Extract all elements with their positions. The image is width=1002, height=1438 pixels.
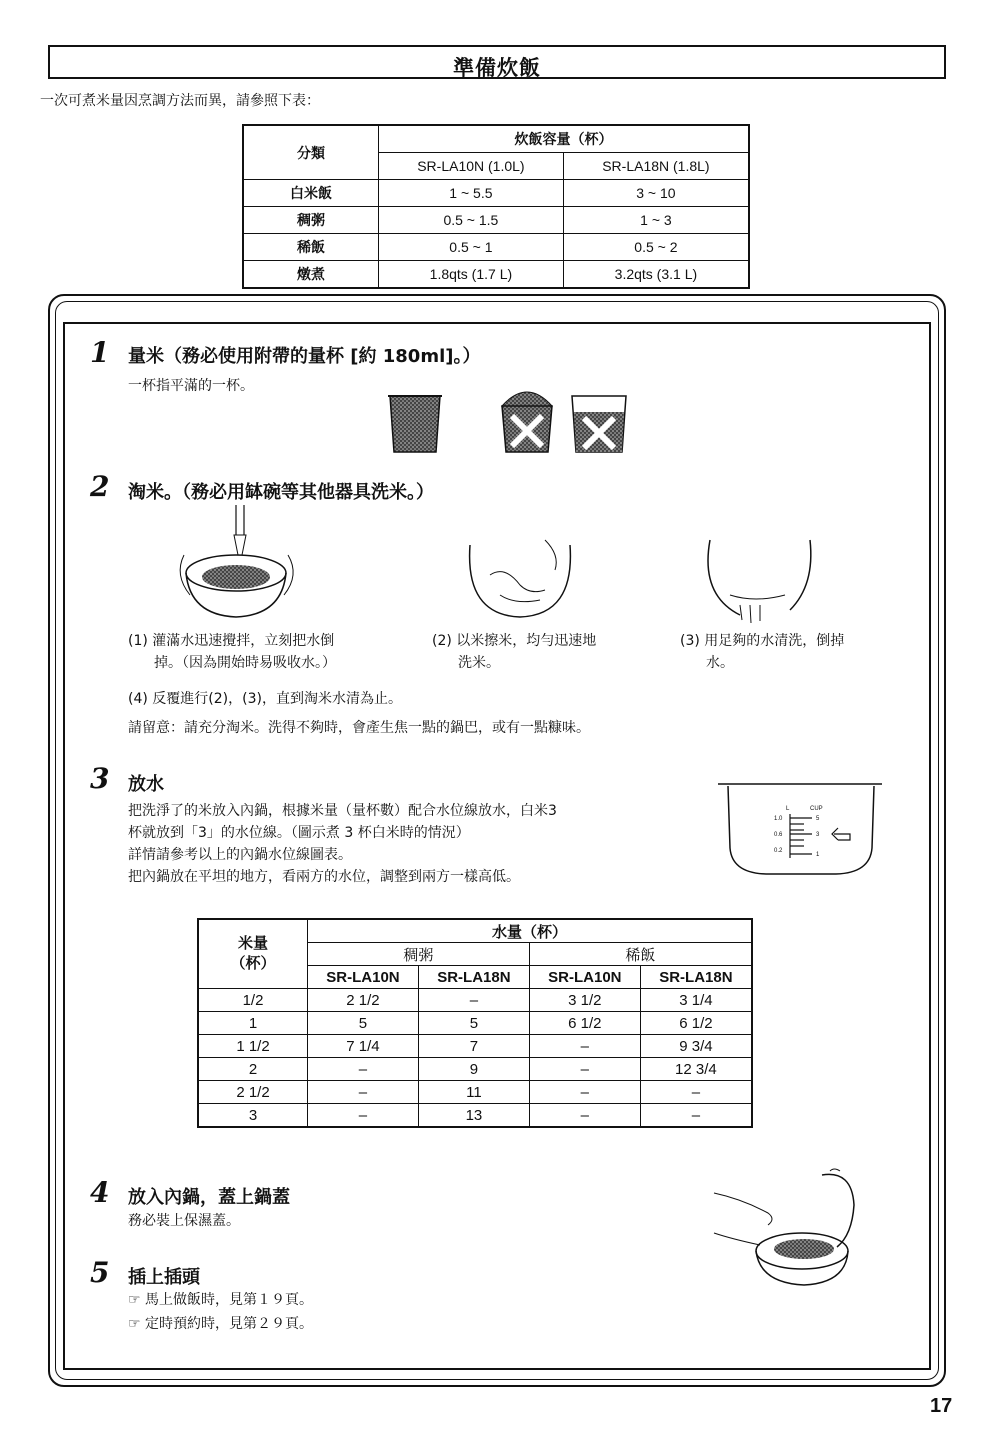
page-reference: ☞ 定時預約時，見第２９頁。 xyxy=(128,1316,314,1332)
wash-note: 請留意：請充分淘米。洗得不夠時，會產生焦一點的鍋巴，或有一點糠味。 xyxy=(128,720,590,736)
wash-step-3-line: (3) 用足夠的水清洗，倒掉 xyxy=(680,633,845,649)
step-title: 淘米。（務必用缽碗等其他器具洗米。） xyxy=(128,482,434,503)
incorrect-heaped-cup-icon xyxy=(502,392,552,452)
table-cell: 7 xyxy=(418,1035,529,1058)
table-cell: 9 3/4 xyxy=(640,1035,752,1058)
table-cell: 12 3/4 xyxy=(640,1058,752,1081)
table-header-model: SR-LA10N (1.0L) xyxy=(379,153,564,180)
table-cell: 7 1/4 xyxy=(308,1035,419,1058)
table-row xyxy=(243,261,749,289)
table-header-capacity: 炊飯容量（杯） xyxy=(379,125,750,153)
table-row xyxy=(198,1058,752,1081)
table-row xyxy=(198,1104,752,1128)
table-cell: 1 1/2 xyxy=(198,1035,308,1058)
table-cell: – xyxy=(529,1035,640,1058)
pot-label-v3: 0.2 xyxy=(774,848,783,854)
table-cell: – xyxy=(308,1104,419,1128)
section-title-bar xyxy=(48,45,946,79)
washing-bowl-illustration xyxy=(170,505,320,625)
pot-label-cup: CUP xyxy=(810,806,823,812)
table-row xyxy=(243,234,749,261)
table-cell: 3 1/4 xyxy=(640,989,752,1012)
table-cell: – xyxy=(308,1058,419,1081)
page-number: 17 xyxy=(930,1395,953,1417)
table-row xyxy=(243,207,749,234)
step-title: 放入內鍋，蓋上鍋蓋 xyxy=(128,1187,290,1208)
table-cell: 13 xyxy=(418,1104,529,1128)
table-cell: 3 xyxy=(198,1104,308,1128)
table-cell: 0.5 ~ 2 xyxy=(563,234,749,261)
rubbing-rice-illustration xyxy=(460,535,580,625)
water-amount-header: 水量（杯） xyxy=(308,919,753,943)
incorrect-underfilled-cup-icon xyxy=(572,396,626,452)
model-header: SR-LA18N xyxy=(640,966,752,989)
page-reference: ☞ 馬上做飯時，見第１９頁。 xyxy=(128,1292,314,1308)
table-row xyxy=(243,180,749,207)
table-cell: – xyxy=(529,1058,640,1081)
table-cell: 9 xyxy=(418,1058,529,1081)
row-label: 稀飯 xyxy=(243,234,379,261)
instruction-line: 把內鍋放在平坦的地方，看兩方的水位，調整到兩方一樣高低。 xyxy=(128,869,520,885)
pot-label-v2: 0.6 xyxy=(774,832,783,838)
page-title: 準備炊飯 xyxy=(453,56,541,80)
model-header: SR-LA10N xyxy=(529,966,640,989)
capacity-table xyxy=(242,124,750,289)
draining-water-illustration xyxy=(700,535,820,625)
table-cell: 6 1/2 xyxy=(529,1012,640,1035)
wash-step-3-line: 水。 xyxy=(706,655,734,671)
table-cell: 5 xyxy=(308,1012,419,1035)
wash-step-2-line: 洗米。 xyxy=(458,655,500,671)
step-text: 務必裝上保濕蓋。 xyxy=(128,1213,240,1229)
table-row xyxy=(198,1012,752,1035)
rice-cups-unit: （杯） xyxy=(230,955,276,972)
arrow-left-icon xyxy=(832,828,850,840)
table-cell: – xyxy=(640,1104,752,1128)
inner-pot-water-level-illustration xyxy=(716,778,886,878)
table-cell: 1/2 xyxy=(198,989,308,1012)
rice-cups-label: 米量 xyxy=(237,935,268,952)
placing-inner-pot-illustration xyxy=(712,1165,872,1290)
measuring-cup-illustration xyxy=(380,378,650,458)
table-cell: 1 ~ 5.5 xyxy=(379,180,564,207)
wash-step-4: (4) 反覆進行(2)，(3)，直到淘米水清為止。 xyxy=(128,691,402,707)
model-header: SR-LA18N xyxy=(418,966,529,989)
correct-level-cup-icon xyxy=(388,396,442,452)
group-header: 稀飯 xyxy=(529,943,752,966)
table-cell: 3 1/2 xyxy=(529,989,640,1012)
table-cell: 1 xyxy=(198,1012,308,1035)
water-level-table xyxy=(197,918,753,1128)
step-number: 3 xyxy=(90,762,110,795)
instruction-line: 杯就放到「3」的水位線。（圖示煮 3 杯白米時的情況） xyxy=(128,825,470,841)
step-number: 5 xyxy=(90,1256,110,1289)
row-label: 燉煮 xyxy=(243,261,379,289)
table-cell: 5 xyxy=(418,1012,529,1035)
wash-step-1 xyxy=(128,630,336,674)
group-header: 稠粥 xyxy=(308,943,530,966)
instruction-line: 把洗淨了的米放入內鍋，根據米量（量杯數）配合水位線放水，白米3 xyxy=(128,803,557,819)
table-cell: 6 1/2 xyxy=(640,1012,752,1035)
pot-label-v1: 1.0 xyxy=(774,816,783,822)
step-title: 插上插頭 xyxy=(128,1267,200,1288)
wash-step-1-line: 掉。（因為開始時易吸收水。） xyxy=(154,655,336,671)
pot-label-c2: 3 xyxy=(816,832,820,838)
wash-step-1-line: (1) 灌滿水迅速攪拌，立刻把水倒 xyxy=(128,633,335,649)
table-cell: 0.5 ~ 1.5 xyxy=(379,207,564,234)
table-cell: 3 ~ 10 xyxy=(563,180,749,207)
table-cell: 0.5 ~ 1 xyxy=(379,234,564,261)
table-cell: 11 xyxy=(418,1081,529,1104)
instruction-line: 詳情請參考以上的內鍋水位線圖表。 xyxy=(128,847,352,863)
pot-label-l: L xyxy=(786,806,790,812)
table-cell: – xyxy=(308,1081,419,1104)
pot-label-c3: 1 xyxy=(816,852,820,858)
step-number: 2 xyxy=(90,470,110,503)
model-header: SR-LA10N xyxy=(308,966,419,989)
row-label: 稠粥 xyxy=(243,207,379,234)
table-cell: 1 ~ 3 xyxy=(563,207,749,234)
table-cell: 2 1/2 xyxy=(198,1081,308,1104)
table-row xyxy=(198,1081,752,1104)
wash-step-2 xyxy=(432,630,596,674)
wash-step-3 xyxy=(680,630,844,674)
intro-text: 一次可煮米量因烹調方法而異，請參照下表： xyxy=(40,93,320,109)
wash-step-2-line: (2) 以米擦米，均勻迅速地 xyxy=(432,633,597,649)
table-cell: – xyxy=(418,989,529,1012)
table-cell: – xyxy=(640,1081,752,1104)
step-number: 1 xyxy=(90,336,110,369)
table-row xyxy=(198,1035,752,1058)
table-cell: 2 xyxy=(198,1058,308,1081)
pot-label-c1: 5 xyxy=(816,816,820,822)
table-cell: – xyxy=(529,1104,640,1128)
table-cell: – xyxy=(529,1081,640,1104)
table-row xyxy=(198,989,752,1012)
table-cell: 3.2qts (3.1 L) xyxy=(563,261,749,289)
row-label: 白米飯 xyxy=(243,180,379,207)
table-header-model: SR-LA18N (1.8L) xyxy=(563,153,749,180)
step-title: 量米（務必使用附帶的量杯 [約 180ml]。） xyxy=(128,346,481,367)
step-text: 一杯指平滿的一杯。 xyxy=(128,378,254,394)
water-instructions xyxy=(128,800,557,888)
table-cell: 2 1/2 xyxy=(308,989,419,1012)
table-header-category: 分類 xyxy=(243,125,379,180)
step-number: 4 xyxy=(90,1176,110,1209)
step-title: 放水 xyxy=(128,774,164,795)
rice-cups-header xyxy=(198,919,308,989)
table-cell: 1.8qts (1.7 L) xyxy=(379,261,564,289)
